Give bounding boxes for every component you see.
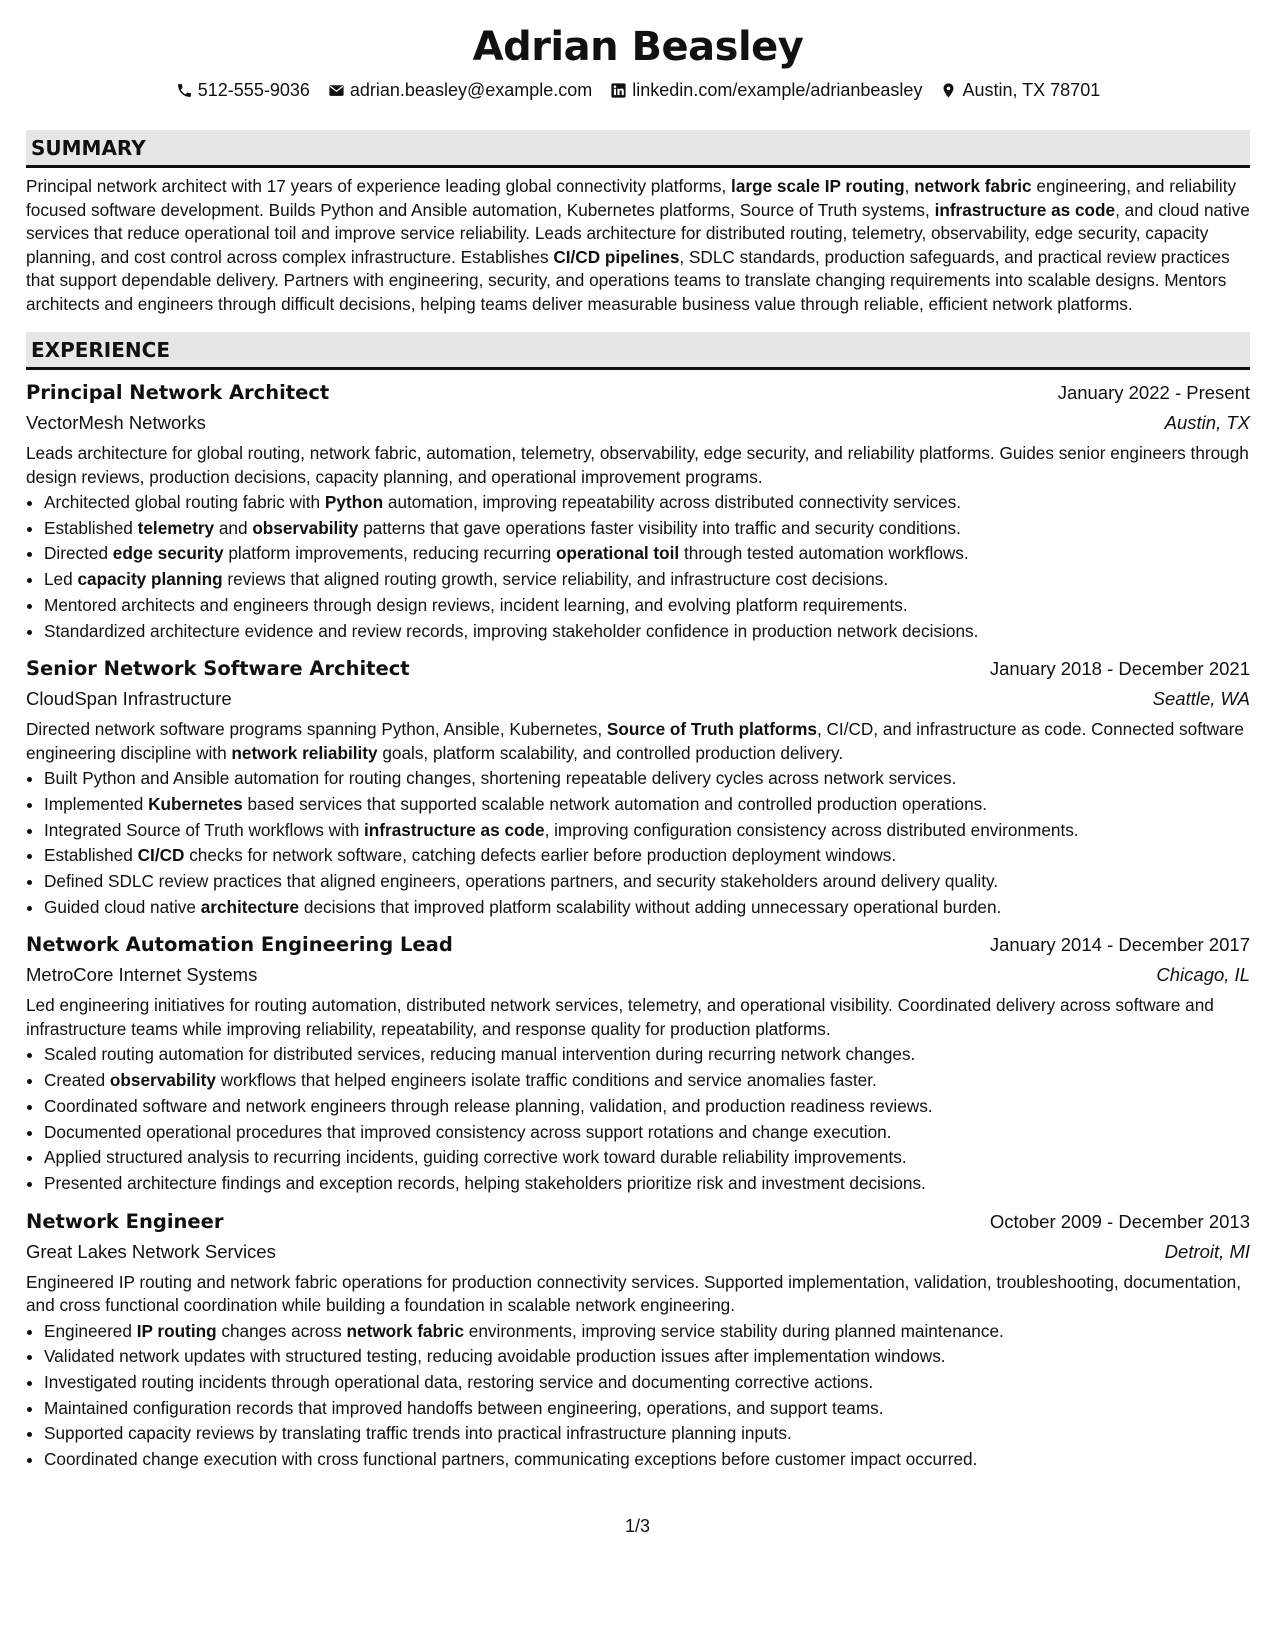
job-title: Principal Network Architect [26,381,330,404]
linkedin-icon [610,82,627,99]
text-segment: Created [44,1070,110,1091]
text-segment: engineering, and reliability focused software development. Builds Python and Ansible automation, Kubernetes platforms, Source of Truth systems, [26,176,1237,220]
job-title: Network Automation Engineering Lead [26,933,453,957]
job-title: Network Engineer [26,1209,224,1233]
emphasis-text: Python [324,492,384,512]
job-company: MetroCore Internet Systems [26,964,258,986]
job-dates: January 2018 - December 2021 [989,658,1250,680]
job-description [26,718,1250,765]
job-location: Seattle, WA [1152,688,1250,710]
list-item [44,1145,1250,1171]
text-segment: Implemented [44,793,149,814]
text-segment: and [214,517,253,538]
emphasis-text: operational toil [556,543,680,564]
job-location: Austin, TX [1164,412,1250,433]
emphasis-text: Kubernetes [148,793,243,814]
list-item [44,766,1250,792]
text-segment: Built Python and Ansible automation for routing changes, shortening repeatable delivery cycles across network services. [44,768,957,789]
job-dates: January 2022 - Present [1057,382,1250,403]
emphasis-text: IP routing [136,1320,217,1341]
list-item [44,1396,1250,1422]
emphasis-text: architecture [200,896,300,917]
text-segment: environments, improving service stability during planned maintenance. [464,1320,1004,1341]
text-segment: Guided cloud native [44,896,201,917]
summary-paragraph [26,175,1250,316]
emphasis-text: network reliability [231,742,378,763]
text-segment: Principal network architect with 17 years of experience leading global connectivity platforms, [26,176,732,196]
emphasis-text: infrastructure as code [934,199,1116,220]
list-item [44,567,1250,593]
emphasis-text: observability [252,517,359,538]
text-segment: workflows that helped engineers isolate traffic conditions and service anomalies faster. [215,1070,877,1091]
job-company: CloudSpan Infrastructure [26,688,232,710]
text-segment: checks for network software, catching defects earlier before production deployment windows. [184,845,897,866]
job-bullet-list [26,766,1250,920]
text-segment: Maintained configuration records that improved handoffs between engineering, operations, and support teams. [44,1397,884,1418]
linkedin-text: linkedin.com/example/adrianbeasley [632,80,923,100]
text-segment: automation, improving repeatability across distributed connectivity services. [383,492,962,512]
job-description [26,994,1250,1041]
summary-heading: SUMMARY [26,130,1250,168]
job-entry [26,654,1250,920]
job-dates: October 2009 - December 2013 [989,1210,1250,1232]
job-company: VectorMesh Networks [26,412,206,433]
text-segment: Applied structured analysis to recurring incidents, guiding corrective work toward durable reliability improvements. [44,1147,907,1168]
location-text: Austin, TX 78701 [962,80,1101,100]
job-dates: January 2014 - December 2017 [989,934,1250,956]
job-entry [26,378,1250,644]
text-segment: through tested automation workflows. [679,543,969,564]
emphasis-text: large scale IP routing [731,176,905,196]
list-item [44,1042,1250,1068]
experience-heading: EXPERIENCE [26,332,1250,370]
candidate-name: Adrian Beasley [472,24,804,70]
text-segment: reviews that aligned routing growth, service reliability, and infrastructure cost decisions. [222,569,889,590]
text-segment: goals, platform scalability, and controlled production delivery. [377,742,844,763]
job-company-row [26,960,1250,990]
text-segment: Engineered [44,1320,137,1341]
text-segment: Led engineering initiatives for routing automation, distributed network services, telemetry, and operational visibility. Coordinated delivery across software and infrastructure teams while improving reliability, repeatability, and response quality for production platforms. [26,995,1214,1039]
list-item [44,593,1250,619]
text-segment: Directed network software programs spanning Python, Ansible, Kubernetes, [26,719,607,740]
list-item [44,843,1250,869]
emphasis-text: infrastructure as code [364,819,545,840]
text-segment: Directed [44,543,113,564]
list-item [44,869,1250,895]
envelope-icon [328,82,345,99]
text-segment: based services that supported scalable network automation and controlled production operations. [242,793,987,814]
list-item [44,1370,1250,1396]
text-segment: Presented architecture findings and exception records, helping stakeholders prioritize risk and investment decisions. [44,1172,926,1193]
job-title-row [26,378,1250,408]
text-segment: Leads architecture for global routing, network fabric, automation, telemetry, observability, edge security, and reliability platforms. Guides senior engineers through design reviews, production decisions, capacity planning, and operational improvement programs. [26,443,1249,487]
job-company-row [26,684,1250,714]
list-item [44,1094,1250,1120]
list-item [44,1421,1250,1447]
text-segment: Scaled routing automation for distributed services, reducing manual intervention during recurring network changes. [44,1044,916,1065]
text-segment: Established [44,517,138,538]
emphasis-text: network fabric [346,1320,465,1341]
text-segment: changes across [216,1320,347,1341]
job-description [26,442,1250,489]
phone-icon [176,82,193,99]
text-segment: Standardized architecture evidence and review records, improving stakeholder confidence in production network decisions. [44,620,979,641]
job-entry [26,930,1250,1196]
text-segment: Supported capacity reviews by translating traffic trends into practical infrastructure planning inputs. [44,1423,792,1444]
job-title: Senior Network Software Architect [26,657,410,681]
job-bullet-list [26,1319,1250,1473]
text-segment: Led [44,569,78,590]
list-item [44,541,1250,567]
list-item [44,490,1250,516]
text-segment: patterns that gave operations faster visibility into traffic and security conditions. [358,517,961,538]
job-description [26,1271,1250,1318]
text-segment: decisions that improved platform scalability without adding unnecessary operational burden. [299,896,1002,917]
emphasis-text: edge security [112,543,224,564]
contact-location [940,77,1100,103]
list-item [44,1171,1250,1197]
list-item [44,895,1250,921]
text-segment: Engineered IP routing and network fabric operations for production connectivity services. Supported implementation, validation, troubleshooting, documentation, and cross functional coordination while building a foundation in scalable network engineering. [26,1271,1241,1316]
contact-phone[interactable] [176,77,310,103]
text-segment: Coordinated software and network engineers through release planning, validation, and production readiness reviews. [44,1095,933,1116]
emphasis-text: CI/CD [137,845,185,866]
job-company-row [26,408,1250,438]
contact-bar [26,77,1250,103]
list-item [44,516,1250,542]
list-item [44,1344,1250,1370]
contact-linkedin[interactable] [610,77,922,103]
emphasis-text: observability [109,1070,216,1091]
phone-text: 512-555-9036 [197,80,310,100]
emphasis-text: network fabric [914,176,1032,196]
list-item [44,792,1250,818]
list-item [44,1068,1250,1094]
text-segment: Established [44,845,138,866]
job-title-row [26,1207,1250,1237]
text-segment: Documented operational procedures that improved consistency across support rotations and change execution. [44,1121,892,1142]
job-title-row [26,930,1250,960]
email-text: adrian.beasley@example.com [349,80,593,100]
emphasis-text: capacity planning [77,569,223,590]
job-company: Great Lakes Network Services [26,1240,276,1262]
job-location: Chicago, IL [1156,964,1250,986]
text-segment: Coordinated change execution with cross functional partners, communicating exceptions before customer impact occurred. [44,1449,978,1470]
list-item [44,619,1250,645]
job-bullet-list [26,490,1250,644]
text-segment: Architected global routing fabric with [44,492,325,512]
job-bullet-list [26,1042,1250,1196]
text-segment: Mentored architects and engineers through design reviews, incident learning, and evolving platform requirements. [44,594,908,615]
job-title-row [26,654,1250,684]
text-segment: Investigated routing incidents through operational data, restoring service and documenting corrective actions. [44,1372,874,1393]
emphasis-text: CI/CD pipelines [553,246,680,267]
text-segment: , SDLC standards, production safeguards, and practical review practices that support dependable delivery. Partners with engineering, security, and operations teams to translate changing requirements into scalable designs. Mentors architects and engineers through difficult decisions, helping teams deliver measurable business value through reliable, efficient network platforms. [26,246,1230,314]
text-segment: , improving configuration consistency across distributed environments. [544,819,1079,840]
text-segment: , CI/CD, and infrastructure as code. Connected software engineering discipline with [26,719,1244,763]
emphasis-text: telemetry [137,517,215,538]
list-item [44,1120,1250,1146]
map-pin-icon [940,82,957,99]
experience-list [26,378,1250,1473]
text-segment: , and cloud native services that reduce operational toil and improve service reliability. Leads architecture for distributed routing, telemetry, observability, edge security, capacity planning, and cost control across complex infrastructure. Establishes [26,199,1250,267]
list-item [44,1319,1250,1345]
emphasis-text: Source of Truth platforms [606,719,817,740]
job-entry [26,1207,1250,1473]
text-segment: Validated network updates with structured testing, reducing avoidable production issues after implementation windows. [44,1346,946,1367]
list-item [44,1447,1250,1473]
resume-page [26,0,1250,1473]
text-segment: Integrated Source of Truth workflows with [44,819,365,840]
text-segment: , [904,176,915,196]
job-location: Detroit, MI [1164,1240,1250,1262]
text-segment: Defined SDLC review practices that aligned engineers, operations partners, and security stakeholders around delivery quality. [44,871,999,892]
list-item [44,818,1250,844]
text-segment: platform improvements, reducing recurring [223,543,557,564]
job-company-row [26,1237,1250,1267]
page-number: 1/3 [624,1516,651,1536]
contact-email[interactable] [328,77,592,103]
